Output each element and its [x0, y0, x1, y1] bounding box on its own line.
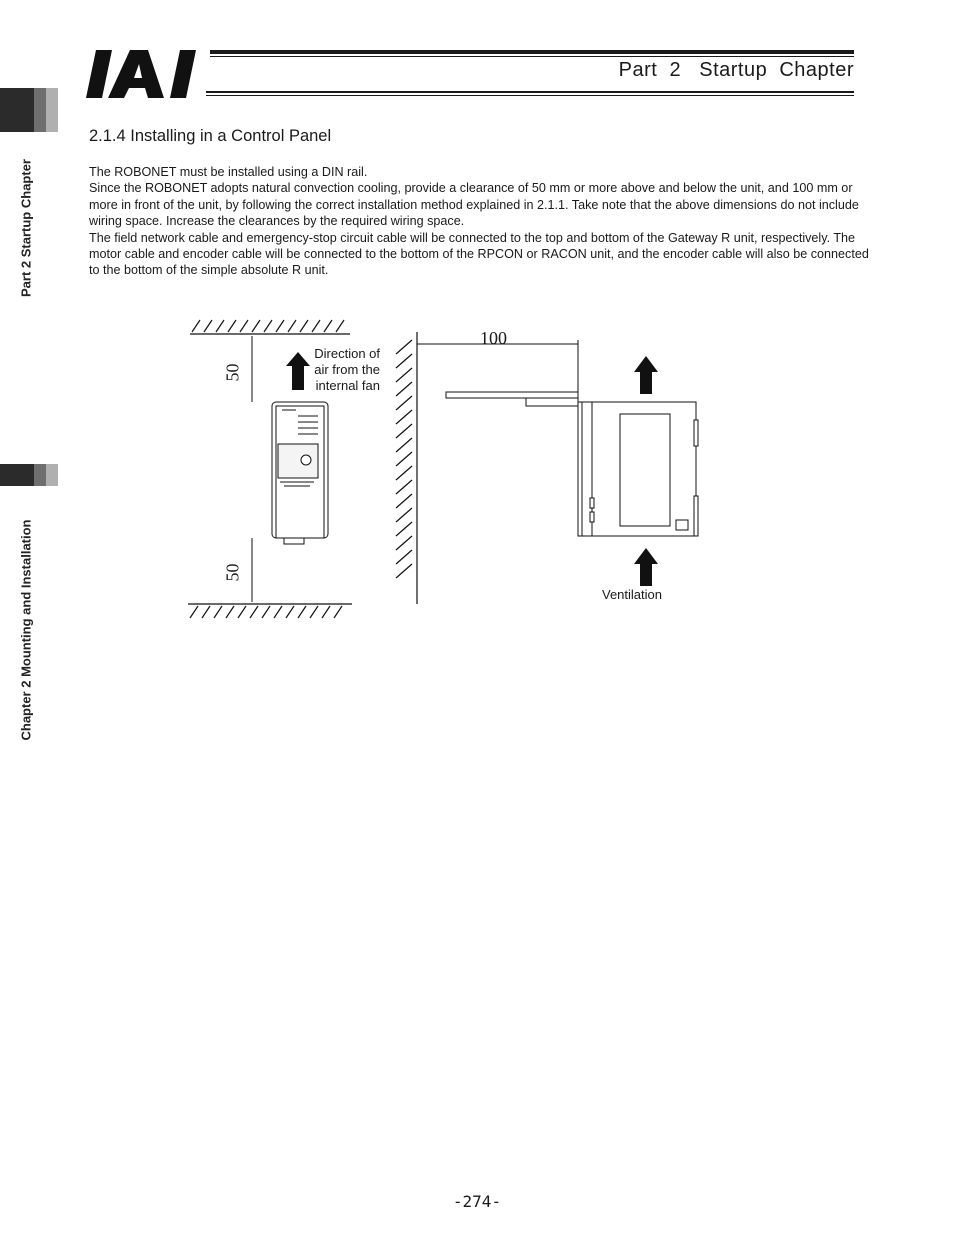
paragraph: The ROBONET must be installed using a DIN rail.	[89, 165, 368, 179]
air-direction-label: Direction of air from the internal fan	[314, 346, 380, 393]
ceiling-hatch	[190, 320, 350, 334]
header-rule	[206, 95, 854, 96]
section-body	[89, 164, 879, 279]
dimension-bottom-label: 50	[222, 563, 243, 582]
paragraph: The field network cable and emergency-stop circuit cable will be connected to the top and bottom of the Gateway R unit, respectively. The motor cable and encoder cable will be connected to the bottom of the RPCON or RACON unit, and the encoder cable will also be connected to the bottom of the simple absolute R unit.	[89, 230, 869, 278]
unit-side-view	[446, 392, 698, 536]
section-heading: 2.1.4 Installing in a Control Panel	[89, 127, 332, 145]
ventilation-arrow-icon	[634, 548, 658, 586]
ventilation-arrow-icon	[634, 356, 658, 394]
ventilation-label: Ventilation	[602, 587, 662, 602]
side-tab-part	[0, 88, 58, 132]
air-arrow-icon	[286, 352, 310, 390]
panel-wall	[396, 332, 417, 604]
iai-logo	[84, 50, 206, 98]
header-rule	[206, 91, 854, 93]
diagram-drawing	[180, 310, 720, 630]
installation-diagram	[180, 310, 720, 630]
floor-hatch	[188, 604, 352, 618]
header-rule	[210, 56, 854, 57]
dimension-top-label: 50	[222, 363, 243, 382]
unit-front-view	[272, 402, 328, 544]
side-label-part: Part 2 Startup Chapter	[18, 159, 34, 297]
dimension-front-label: 100	[480, 328, 507, 348]
page-number: -274-	[452, 1192, 502, 1211]
side-tab-chapter	[0, 464, 58, 486]
paragraph: Since the ROBONET adopts natural convection cooling, provide a clearance of 50 mm or more above and below the unit, and 100 mm or more in front of the unit, by following the correct installation method explained in 2.1.1. Take note that the above dimensions do not include wiring space. Increase the clearances by the required wiring space.	[89, 181, 859, 229]
side-label-chapter: Chapter 2 Mounting and Installation	[18, 519, 34, 741]
header-rule	[210, 50, 854, 54]
header-title: Part 2 Startup Chapter	[618, 59, 854, 81]
